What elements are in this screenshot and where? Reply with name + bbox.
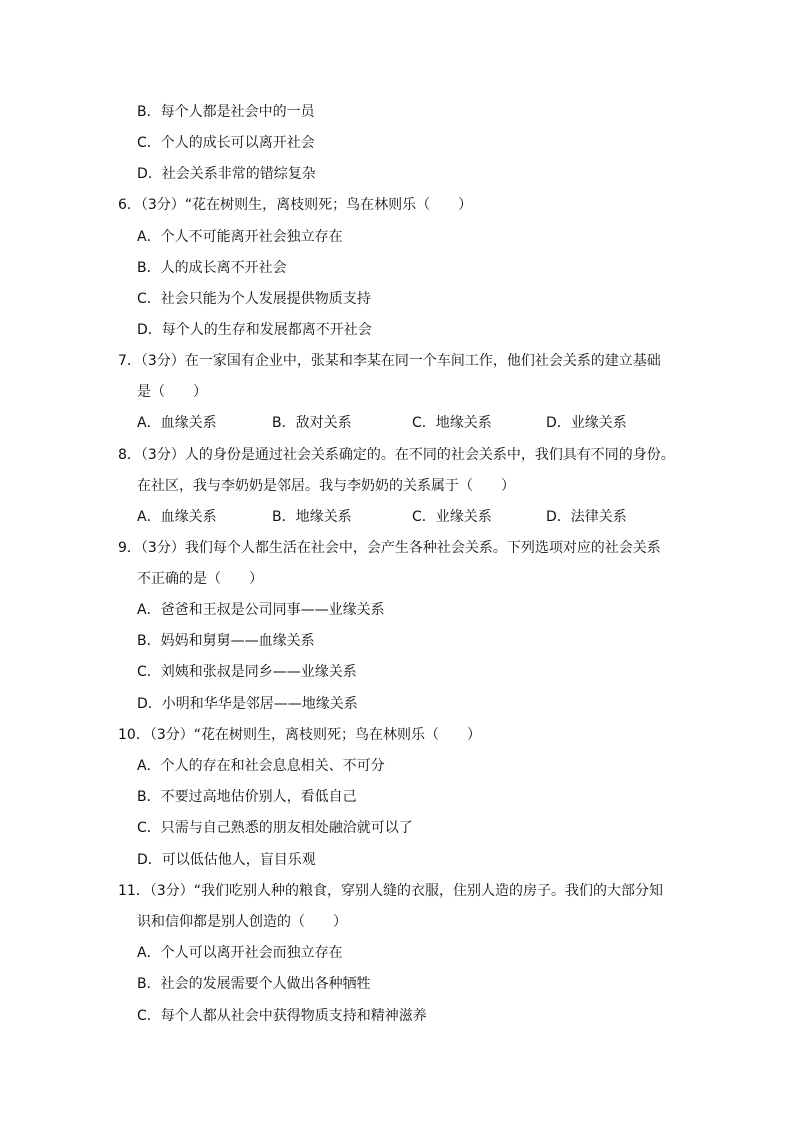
q6-option-c: C．社会只能为个人发展提供物质支持 [137, 291, 371, 307]
q6-option-a: A．个人不可能离开社会独立存在 [137, 229, 343, 245]
q7-option-d: D．业缘关系 [546, 415, 627, 431]
q8-option-c: C．业缘关系 [412, 509, 492, 525]
q7-stem: 7．（3分）在一家国有企业中，张某和李某在同一个车间工作，他们社会关系的建立基础 [118, 353, 661, 369]
q10-stem: 10．（3分）“花在树则生，离枝则死；鸟在林则乐（ ） [118, 727, 481, 743]
q11-stem-cont: 识和信仰都是别人创造的（ ） [137, 914, 347, 930]
q8-option-a: A．血缘关系 [137, 509, 217, 525]
q8-stem: 8．（3分）人的身份是通过社会关系确定的。在不同的社会关系中，我们具有不同的身份。 [118, 447, 675, 463]
q8-option-b: B．地缘关系 [272, 509, 352, 525]
q9-stem-cont: 不正确的是（ ） [137, 571, 263, 587]
q10-option-a: A．个人的存在和社会息息相关、不可分 [137, 758, 385, 774]
q10-option-c: C．只需与自己熟悉的朋友相处融洽就可以了 [137, 820, 413, 836]
q7-option-b: B．敌对关系 [272, 415, 352, 431]
q10-option-b: B．不要过高地估价别人，看低自己 [137, 789, 357, 805]
q6-option-b: B．人的成长离不开社会 [137, 260, 287, 276]
q11-option-b: B．社会的发展需要个人做出各种牺牲 [137, 976, 371, 992]
q5-option-c: C．个人的成长可以离开社会 [137, 135, 315, 151]
q5-option-d: D．社会关系非常的错综复杂 [137, 166, 316, 182]
q7-option-c: C．地缘关系 [412, 415, 492, 431]
q11-stem: 11．（3分）“我们吃别人种的粮食，穿别人缝的衣服，住别人造的房子。我们的大部分知 [118, 883, 663, 899]
q9-option-d: D．小明和华华是邻居——地缘关系 [137, 696, 358, 712]
q11-option-c: C．每个人都从社会中获得物质支持和精神滋养 [137, 1008, 427, 1024]
q9-stem: 9．（3分）我们每个人都生活在社会中，会产生各种社会关系。下列选项对应的社会关系 [118, 540, 661, 556]
q10-option-d: D．可以低估他人，盲目乐观 [137, 852, 316, 868]
q11-option-a: A．个人可以离开社会而独立存在 [137, 945, 343, 961]
q9-option-c: C．刘姨和张叔是同乡——业缘关系 [137, 664, 357, 680]
q6-stem: 6．（3分）“花在树则生，离枝则死；鸟在林则乐（ ） [118, 197, 473, 213]
q7-option-a: A．血缘关系 [137, 415, 217, 431]
q9-option-a: A．爸爸和王叔是公司同事——业缘关系 [137, 602, 385, 618]
q5-option-b: B．每个人都是社会中的一员 [137, 104, 315, 120]
q9-option-b: B．妈妈和舅舅——血缘关系 [137, 633, 315, 649]
q6-option-d: D．每个人的生存和发展都离不开社会 [137, 322, 372, 338]
q8-option-d: D．法律关系 [546, 509, 627, 525]
q7-stem-cont: 是（ ） [137, 384, 207, 400]
q8-stem-cont: 在社区，我与李奶奶是邻居。我与李奶奶的关系属于（ ） [137, 478, 515, 494]
